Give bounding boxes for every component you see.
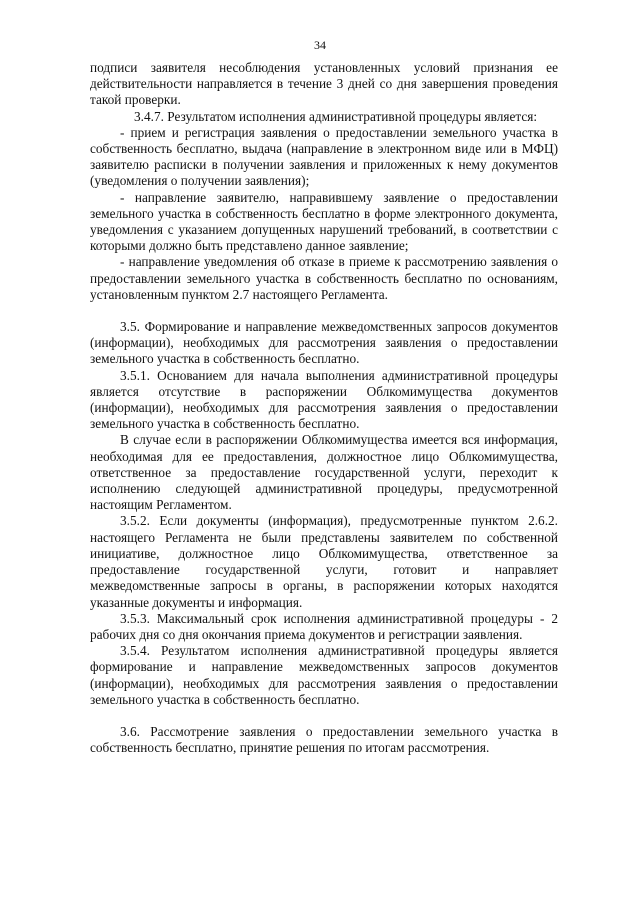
- paragraph: В случае если в распоряжении Облкомимущества имеется вся информация, необходимая для ее предоставления, должностное лицо Облкомимущества, ответственное за предоставление государственной услуги, переходит к исполнению следующей административной процедуры, предусмотренной настоящим Регламентом.: [90, 432, 558, 513]
- paragraph: - направление уведомления об отказе в приеме к рассмотрению заявления о предоставлении земельного участка в собственность бесплатно по основаниям, установленным пунктом 2.7 настоящего Регламента.: [90, 254, 558, 302]
- paragraph: 3.5.3. Максимальный срок исполнения административной процедуры - 2 рабочих дня со дня окончания приема документов и регистрации заявления.: [90, 610, 558, 642]
- paragraph: 3.4.7. Результатом исполнения административной процедуры является:: [134, 108, 538, 124]
- paragraph: 3.5.4. Результатом исполнения административной процедуры является формирование и направление межведомственных запросов документов (информации), необходимых для рассмотрения заявления о предоставлении земельного участка в собственность бесплатно.: [90, 643, 558, 707]
- paragraph: 3.5.2. Если документы (информация), предусмотренные пунктом 2.6.2. настоящего Регламента не были представлены заявителем по собственной инициативе, должностное лицо Облкомимущества, ответственное за предоставление государственной услуги, готовит и направляет межведомственные запросы в органы, в распоряжении которых находятся указанные документы и информация.: [90, 513, 558, 610]
- paragraph: подписи заявителя несоблюдения установленных условий признания ее действительности направляется в течение 3 дней со дня завершения проведения такой проверки.: [90, 60, 558, 108]
- paragraph: - прием и регистрация заявления о предоставлении земельного участка в собственность бесплатно, выдача (направление в электронном виде или в МФЦ) заявителю расписки в получении заявления и приложенных к нему документов (уведомления о получении заявления);: [90, 124, 558, 189]
- paragraph: 3.5.1. Основанием для начала выполнения административной процедуры является отсутствие в распоряжении Облкомимущества документов (информации), необходимых для рассмотрения заявления о предоставлении земельного участка в собственность бесплатно.: [90, 367, 558, 432]
- section-gap: [90, 303, 558, 319]
- paragraph: 3.6. Рассмотрение заявления о предоставлении земельного участка в собственность бесплатно, принятие решения по итогам рассмотрения.: [90, 723, 558, 756]
- document-body: [90, 60, 558, 756]
- paragraph: - направление заявителю, направившему заявление о предоставлении земельного участка в собственность бесплатно в форме электронного документа, уведомления с указанием допущенных нарушений требований, в соответствии с которыми должно быть представлено данное заявление;: [90, 189, 558, 254]
- page-number: 34: [314, 38, 326, 52]
- section-gap: [90, 708, 558, 724]
- paragraph: 3.5. Формирование и направление межведомственных запросов документов (информации), необходимых для рассмотрения заявления о предоставлении земельного участка в собственность бесплатно.: [90, 319, 558, 367]
